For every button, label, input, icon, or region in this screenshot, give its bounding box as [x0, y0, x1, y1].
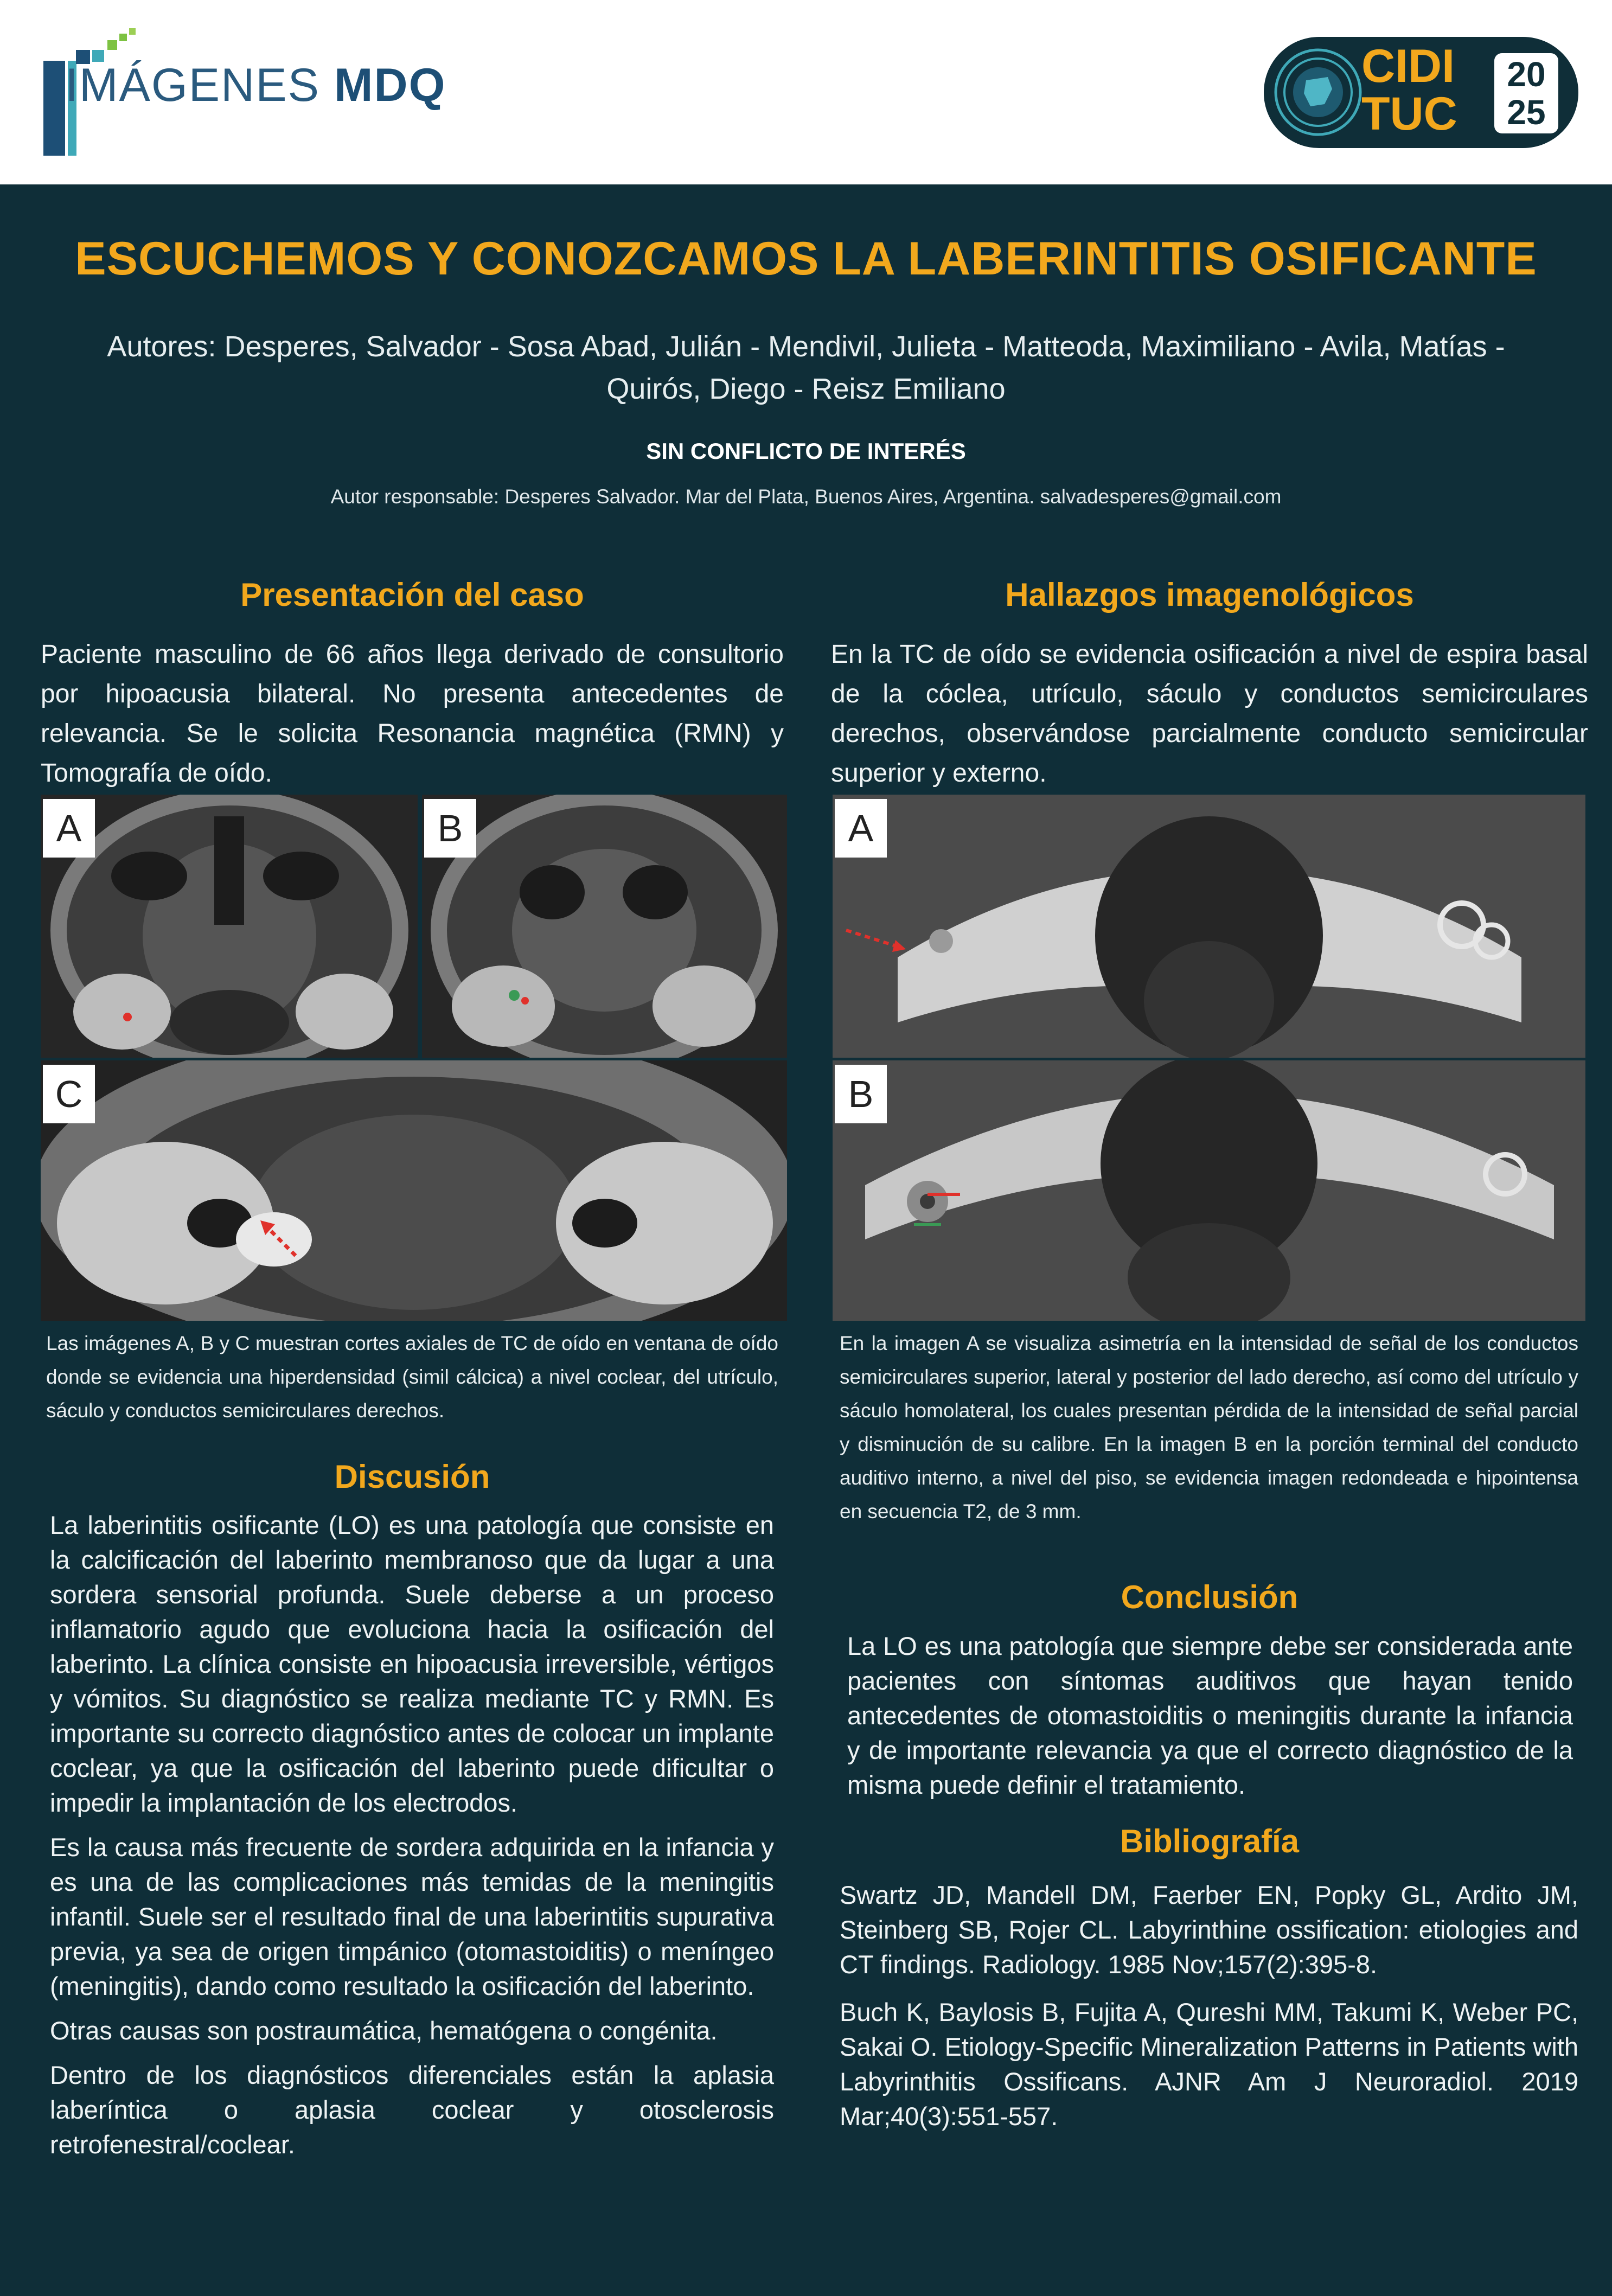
bibliografia-ref-2: Buch K, Baylosis B, Fujita A, Qureshi MM, Takumi K, Weber PC, Sakai O. Etiology-Specific Mineralization Patterns in Patients with Labyrinthitis Ossificans. AJNR Am J Neuroradiol. 2019 Mar;40(3):551-557. [840, 1998, 1578, 2131]
bibliografia-heading: Bibliografía [1120, 1823, 1300, 1859]
discusion-paragraph-1: La laberintitis osificante (LO) es una patología que consiste en la calcificación del laberinto membranoso que da lugar a una sordera sensorial profunda. Suele deberse a un proceso inflamatorio agudo que evoluciona hacia la osificación del laberinto. La clínica consiste en hipoacusia irreversible, vértigos y vómitos. Su diagnóstico se realiza mediante TC y RMN. Es importante su correcto diagnóstico antes de colocar un implante coclear, ya que la osificación del laberinto puede dificultar o impedir la implantación de los electrodos. [50, 1511, 774, 1817]
hallazgos-text: En la TC de oído se evidencia osificación a nivel de espira basal de la cóclea, utrículo, sáculo y conductos semicirculares derechos, observándose parcialmente conducto semicircular superior y externo. [831, 640, 1588, 788]
ct-label-a: A [43, 799, 95, 858]
discusion-paragraph-2: Es la causa más frecuente de sordera adquirida en la infancia y es una de las complicaciones más temidas de la meningitis infantil. Suele ser el resultado final de una laberintitis supurativa previa, ya sea de origen timpánico (otomastoiditis) o meníngeo (meningitis), dando como resultado la osificación del laberinto. [50, 1833, 774, 2000]
logo-year-top: 20 [1507, 55, 1546, 94]
ct-image-c [41, 1060, 787, 1321]
conclusion-heading: Conclusión [1121, 1579, 1298, 1615]
ct-scan-a-graphic [41, 795, 418, 1058]
ct-label-b: B [424, 799, 476, 858]
poster-title: ESCUCHEMOS Y CONOZCAMOS LA LABERINTITIS OSIFICANTE [75, 233, 1537, 285]
bibliografia-ref-1: Swartz JD, Mandell DM, Faerber EN, Popky GL, Ardito JM, Steinberg SB, Rojer CL. Labyrinthine ossification: etiologies and CT findings. Radiology. 1985 Nov;157(2):395-8. [840, 1881, 1578, 1979]
ct-caption: Las imágenes A, B y C muestran cortes axiales de TC de oído en ventana de oído donde se evidencia una hiperdensidad (simil cálcica) a nivel coclear, del utrículo, sáculo y conductos semicirculares derechos. [46, 1332, 778, 1422]
conflict-statement: SIN CONFLICTO DE INTERÉS [646, 438, 966, 464]
logo-year-bottom: 25 [1507, 93, 1546, 132]
discusion-heading: Discusión [334, 1459, 490, 1495]
mri-image-a [833, 795, 1585, 1058]
discusion-paragraph-4: Dentro de los diagnósticos diferenciales están la aplasia laberíntica o aplasia coclear y otosclerosis retrofenestral/coclear. [50, 2061, 774, 2159]
ct-scan-c-graphic [41, 1060, 787, 1321]
logo-right-line2: TUC [1361, 88, 1457, 140]
conclusion-text: La LO es una patología que siempre debe ser considerada ante pacientes con síntomas auditivos que hayan tenido antecedentes de otomastoiditis o meningitis durante la infancia y de importante relevancia ya que el correcto diagnóstico de la misma puede definir el tratamiento. [847, 1632, 1573, 1799]
cidi-tuc-wordmark [1361, 42, 1457, 138]
presentacion-heading: Presentación del caso [240, 577, 584, 613]
hallazgos-heading: Hallazgos imagenológicos [1005, 577, 1414, 613]
logo-left-bold-text: MDQ [334, 59, 446, 111]
logo-right-line1: CIDI [1361, 40, 1455, 92]
ct-image-b [422, 795, 787, 1058]
authors-line-2: Quirós, Diego - Reisz Emiliano [606, 373, 1006, 405]
imagenes-mdq-wordmark [65, 59, 446, 112]
mri-label-b: B [835, 1065, 887, 1123]
discusion-body [50, 1508, 774, 2162]
responsible-author: Autor responsable: Desperes Salvador. Mar del Plata, Buenos Aires, Argentina. salvadesperes@gmail.com [330, 485, 1282, 508]
header-bar [0, 0, 1612, 184]
logo-year-badge [1494, 53, 1558, 133]
mri-image-b [833, 1060, 1585, 1321]
ct-scan-b-graphic [422, 795, 787, 1058]
mri-scan-b-graphic [833, 1060, 1585, 1321]
ct-label-c: C [43, 1065, 95, 1123]
logo-left-light-text: IMÁGENES [65, 59, 320, 111]
authors [49, 325, 1563, 410]
bibliografia-list [840, 1878, 1578, 2134]
ct-image-a [41, 795, 418, 1058]
presentacion-text: Paciente masculino de 66 años llega derivado de consultorio por hipoacusia bilateral. No presenta antecedentes de relevancia. Se le solicita Resonancia magnética (RMN) y Tomografía de oído. [41, 640, 784, 788]
mri-caption: En la imagen A se visualiza asimetría en la intensidad de señal de los conductos semicirculares superior, lateral y posterior del lado derecho, así como del utrículo y sáculo homolateral, los cuales presentan pérdida de la intensidad de señal parcial y disminución de su calibre. En la imagen B en la porción terminal del conducto auditivo interno, a nivel del piso, se evidencia imagen redondeada e hipointensa en secuencia T2, de 3 mm. [840, 1332, 1578, 1523]
mri-scan-a-graphic [833, 795, 1585, 1058]
authors-line-1: Autores: Desperes, Salvador - Sosa Abad, Julián - Mendivil, Julieta - Matteoda, Maximiliano - Avila, Matías - [107, 330, 1505, 363]
mri-label-a: A [835, 799, 887, 858]
discusion-paragraph-3: Otras causas son postraumática, hematógena o congénita. [50, 2016, 718, 2045]
